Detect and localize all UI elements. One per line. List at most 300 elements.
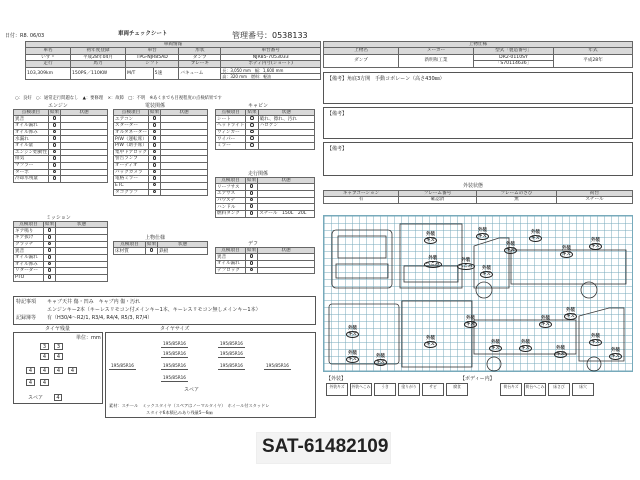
check-state [258, 136, 314, 143]
check-item-label: 床材質 [114, 248, 146, 255]
check-row [114, 116, 208, 123]
check-item-label: ハンドル [216, 204, 246, 211]
check-item-label: オイル量 [14, 143, 49, 150]
tire-size-value: 195/85R16 [266, 363, 289, 368]
check-result [48, 123, 60, 130]
check-state [161, 176, 208, 183]
circle-mark-icon [53, 123, 57, 127]
tire-remaining-value: 4 [54, 353, 63, 360]
check-state [258, 184, 315, 191]
circle-mark-icon [53, 136, 57, 140]
circle-mark-icon [48, 228, 52, 232]
check-state [56, 275, 108, 282]
check-row [216, 136, 315, 143]
sheet-title: 車両チェックシート [118, 31, 168, 37]
check-item-label: クラッチ [14, 241, 44, 248]
tire-size-value: 195/85R16 [163, 341, 186, 346]
check-item-label: オイル漏れ [216, 261, 246, 268]
check-state [161, 123, 208, 130]
damage-tag: 外装 キズ [565, 308, 575, 319]
circle-mark-icon [48, 235, 52, 239]
electrical-title: 電装関係 [145, 103, 166, 109]
circle-mark-icon [153, 163, 157, 167]
check-state [56, 268, 108, 275]
check-row [114, 123, 208, 130]
check-result [148, 129, 160, 136]
circle-mark-icon [153, 190, 157, 194]
circle-mark-icon [153, 176, 157, 180]
check-row [114, 189, 208, 196]
damage-legend-item: 外装キズ [326, 383, 348, 396]
check-item-label: オイル滲み [14, 129, 49, 136]
check-item-label: 警告ランプ [114, 156, 149, 163]
check-state [258, 261, 315, 268]
circle-mark-icon [250, 123, 254, 127]
check-state [61, 169, 108, 176]
check-state [161, 129, 208, 136]
check-row [14, 235, 108, 242]
check-result [48, 116, 60, 123]
check-item-label: エアサス [216, 191, 246, 198]
check-result [246, 211, 258, 218]
check-result [148, 116, 160, 123]
check-row [114, 129, 208, 136]
check-row [114, 136, 208, 143]
extra-spec-table: 点検項目 結果 状態 床材質 鉄板 [113, 241, 208, 255]
check-result [246, 267, 258, 274]
damage-legend-item: サビ [422, 383, 444, 396]
check-item-label: 燃料タンク [216, 211, 246, 218]
circle-mark-icon [250, 136, 254, 140]
damage-legend-item: 外装へこみ [350, 383, 372, 396]
check-row [114, 156, 208, 163]
check-row [216, 191, 315, 198]
circle-mark-icon [250, 143, 254, 147]
electrical-table: 点検項目 結果 状態 エアコン スターター オルタネーター P/W（運転席） P/W（助手席） 集中ドアロック 警告ランプ オーディオ バックカメラ 電格ミラー ETC タコグラフ [113, 109, 208, 196]
check-result [148, 156, 160, 163]
damage-tag: 外装 キズ [477, 228, 487, 239]
running-title: 走行関係 [248, 171, 269, 177]
check-item-label: 集中ドアロック [115, 149, 147, 155]
circle-mark-icon [153, 156, 157, 160]
circle-mark-icon [153, 183, 157, 187]
check-result [146, 248, 158, 255]
tire-size-value: 195/85R16 [111, 363, 134, 368]
damage-tag: 外装 キズ [375, 354, 385, 365]
tire-remaining-value: 3 [54, 343, 63, 350]
circle-mark-icon [53, 163, 57, 167]
check-item-label: ミラー [216, 143, 246, 150]
record-label: 記録簿等 [16, 315, 37, 321]
circle-mark-icon [48, 262, 52, 266]
remark-box-3: 【備考】 [323, 142, 633, 176]
check-item-label: タコグラフ [114, 189, 149, 196]
check-row [14, 136, 108, 143]
check-result [246, 143, 258, 150]
damage-tag: 外装 キズ [465, 316, 475, 327]
check-item-label: リターダー [14, 268, 44, 275]
mission-table: 点検項目 結果 状態 ギア鳴り ギア抜け クラッチ 異音 オイル漏れ オイル滲み リターダー PTO [13, 221, 108, 282]
check-state [258, 129, 314, 136]
damage-legend-item: 荷台へこみ [524, 383, 546, 396]
tire-size-value: 195/85R16 [163, 375, 186, 380]
check-item-label: 電格ミラー [114, 176, 149, 183]
notes-box [13, 296, 316, 325]
check-state [161, 143, 208, 150]
circle-mark-icon [53, 116, 57, 120]
check-result [148, 143, 160, 150]
circle-mark-icon [150, 248, 154, 252]
check-result [148, 176, 160, 183]
check-row [14, 176, 108, 183]
circle-mark-icon [250, 198, 254, 202]
damage-tag: 外装 へこみ [426, 256, 440, 267]
circle-mark-icon [153, 150, 157, 154]
check-state [161, 116, 208, 123]
damage-tag: 外装 キズ [590, 334, 600, 345]
exterior-title: 外装状態 [463, 183, 484, 189]
check-result [246, 204, 258, 211]
notes-line-2: エンジンキー2本（キーレスリモコン付メインキー1本、キーレスリモコン無しメインキー1本） [47, 307, 261, 313]
check-result [44, 241, 56, 248]
check-row [14, 261, 108, 268]
tire-remaining-value: 4 [40, 353, 49, 360]
check-item-label: ETC [114, 182, 149, 189]
damage-tag: 外装 キズ [540, 316, 550, 327]
damage-tag: 外装 キズ [347, 351, 357, 362]
sheet-date: 日付：R8. 06/03 [5, 33, 45, 39]
damage-legend-item: 床さび [548, 383, 570, 396]
tire-remaining-value: 4 [26, 367, 35, 374]
check-item-label: オイル漏れ [14, 123, 49, 130]
check-result [148, 163, 160, 170]
damage-tag: 外装 キズ [610, 348, 620, 359]
check-item-label: 異音 [14, 248, 44, 255]
tire-size-title: タイヤサイズ [160, 326, 190, 332]
check-item-label: ターボ [14, 169, 49, 176]
damage-tag: 外装 キズ [530, 230, 540, 241]
check-result [44, 248, 56, 255]
damage-tag: 外装 キズ [561, 246, 571, 257]
tire-material-line-2: スタイヤ6本積込みあり残量5〜6㎜ [146, 410, 213, 415]
check-result [44, 275, 56, 282]
check-result [48, 149, 60, 156]
check-state [161, 156, 208, 163]
check-state [56, 228, 108, 235]
damage-tag: 外装 キズ [425, 232, 435, 243]
circle-mark-icon [250, 191, 254, 195]
check-row [216, 197, 315, 204]
circle-mark-icon [250, 211, 254, 215]
check-row [14, 163, 108, 170]
check-row [14, 255, 108, 262]
tire-size-value: 195/85R16 [220, 363, 243, 368]
check-state [56, 241, 108, 248]
damage-tag: 外装 へこみ [459, 258, 473, 269]
circle-mark-icon [250, 184, 254, 188]
extra-spec-title: 上物仕様 [145, 235, 166, 241]
circle-mark-icon [153, 143, 157, 147]
damage-legend-item: 床穴 [572, 383, 594, 396]
check-row [114, 176, 208, 183]
circle-mark-icon [153, 130, 157, 134]
tire-remaining-value: 4 [26, 379, 35, 386]
check-item-label: P/W（運転席） [115, 136, 147, 142]
check-result [148, 149, 160, 156]
check-result [148, 189, 160, 196]
check-state [258, 191, 315, 198]
remark-box-2: 【備考】 [323, 107, 633, 139]
check-item-label: 水漏れ [14, 136, 49, 143]
damage-tag: 外装 キズ [520, 340, 530, 351]
circle-mark-icon [250, 261, 254, 265]
damage-tag: 外装 キズ [347, 326, 357, 337]
check-item-label: バックカメラ [114, 169, 149, 176]
tire-unit: 単位：mm [76, 335, 101, 341]
check-result [44, 255, 56, 262]
tire-size-spare-label: スペア [184, 387, 200, 393]
check-row [216, 143, 315, 150]
check-row [14, 241, 108, 248]
check-item-label: シート [216, 116, 246, 123]
check-result [148, 136, 160, 143]
check-item-label: リーフサス [216, 184, 246, 191]
notes-line-1: キャブ天井 傷・凹み キャブ内 傷・汚れ [47, 299, 141, 305]
remark-box-1: 【備考】角底3方開 手動コボレーン（高さ430㎜） [323, 72, 633, 104]
check-state [61, 123, 108, 130]
circle-mark-icon [250, 116, 254, 120]
check-state [161, 189, 208, 196]
check-row [14, 275, 108, 282]
check-state [258, 254, 315, 261]
circle-mark-icon [153, 123, 157, 127]
tire-remaining-value: 4 [54, 367, 63, 374]
tire-remaining-title: タイヤ残量 [45, 326, 70, 332]
check-item-label: オイル漏れ [14, 255, 44, 262]
check-state [258, 197, 315, 204]
check-state [161, 169, 208, 176]
check-result [246, 254, 258, 261]
circle-mark-icon [153, 116, 157, 120]
notes-line-3: 有（H30/4〜R2/1, R3/4, R4/4, R5/3, R7/4） [47, 315, 153, 321]
check-row [114, 182, 208, 189]
check-item-label: 異音 [14, 116, 49, 123]
engine-table: 点検項目 結果 状態 異音 オイル漏れ オイル滲み 水漏れ オイル量 エンジン始動性 排気 マフラー ターボ 冷却水残量 [13, 109, 108, 183]
notes-label: 特記事項 [16, 299, 37, 305]
check-result [246, 184, 258, 191]
circle-mark-icon [250, 130, 254, 134]
check-row [14, 129, 108, 136]
circle-mark-icon [48, 255, 52, 259]
check-row [216, 254, 315, 261]
damage-legend-item: 荷台キズ [500, 383, 522, 396]
check-item-label: ワイパー [216, 136, 246, 143]
check-row [14, 169, 108, 176]
check-item-label: マフラー [14, 163, 49, 170]
damage-legend-item: うき [374, 383, 396, 396]
vehicle-info-table: 車両情報 車名 初年度登録 車台 形状 車台番号 いすゞ 平成28年04月 TPG-NJR85AD ダンプ NJR85-7053033 走行 馬力 シフト ブレーキ ボディ内寸(ショート) 103,309km 150PS／110KW M/T 5速 バキューム 長：3,050 mm 幅：1,600 mm 高：320 mm 燃料：軽油 [25, 41, 321, 80]
check-row [14, 268, 108, 275]
circle-mark-icon [250, 204, 254, 208]
check-row [216, 211, 315, 218]
engine-title: エンジン [48, 103, 68, 109]
check-row [114, 163, 208, 170]
check-state [56, 248, 108, 255]
circle-mark-icon [48, 248, 52, 252]
tire-size-value: 195/85R16 [163, 351, 186, 356]
damage-tag: 外装 キズ [425, 336, 435, 347]
check-state: スチール 150L 20L [258, 211, 315, 218]
check-item-label: ギア鳴り [14, 228, 44, 235]
spare-value: 4 [54, 394, 62, 401]
tire-remaining-value: 4 [40, 379, 49, 386]
check-result [148, 169, 160, 176]
check-row [216, 129, 315, 136]
control-number: 管理番号：0538133 [232, 31, 308, 40]
circle-mark-icon [53, 150, 57, 154]
check-row [114, 143, 208, 150]
check-row [216, 267, 315, 274]
damage-legend-row [326, 383, 616, 397]
check-result [48, 176, 60, 183]
check-result [48, 129, 60, 136]
spare-label: スペア [28, 395, 44, 401]
damage-tag: 外装 キズ [590, 238, 600, 249]
check-row [14, 123, 108, 130]
circle-mark-icon [53, 176, 57, 180]
mission-title: ミッション [46, 215, 71, 221]
check-row [216, 261, 315, 268]
damage-tag: 外装 キズ [481, 266, 491, 277]
check-state [56, 255, 108, 262]
check-state [61, 149, 108, 156]
check-state [56, 261, 108, 268]
check-row [216, 116, 315, 123]
check-state: ハロゲン [258, 123, 314, 130]
damage-tag: 外装 キズ [555, 346, 565, 357]
cabin-table: 点検項目 結果 状態 シート 破れ、擦れ、汚れ ヘッドライト ハロゲン ウィンカー ワイパー ミラー [215, 109, 315, 150]
cabin-title: キャビン [248, 103, 269, 109]
stock-number: SAT-61482109 [262, 436, 389, 457]
circle-mark-icon [153, 136, 157, 140]
check-state [61, 116, 108, 123]
tire-size-value: 195/85R16 [220, 351, 243, 356]
check-item-label: P/W（助手席） [115, 143, 147, 149]
tire-size-value: 195/85R16 [163, 363, 186, 368]
circle-mark-icon [48, 268, 52, 272]
result-legend: ○：良好 ○：通常走行問題なし ▲：要修理 ×：故障 □：不明 ※あくまでも目視程度の点検結果です [15, 96, 222, 101]
check-state [61, 129, 108, 136]
check-state [161, 163, 208, 170]
check-row [14, 156, 108, 163]
circle-mark-icon [53, 130, 57, 134]
check-state: 破れ、擦れ、汚れ [258, 116, 314, 123]
circle-mark-icon [48, 275, 52, 279]
damage-tag: 外装 キズ [490, 340, 500, 351]
check-row [14, 248, 108, 255]
check-result [246, 261, 258, 268]
tire-diagram-box [13, 332, 103, 404]
circle-mark-icon [53, 143, 57, 147]
check-state [56, 235, 108, 242]
check-row [114, 248, 208, 255]
circle-mark-icon [250, 268, 254, 272]
check-result [44, 235, 56, 242]
check-row [216, 123, 315, 130]
tire-remaining-value: 3 [40, 343, 49, 350]
check-item-label: オーディオ [114, 163, 149, 170]
check-item-label: パワステ [216, 197, 246, 204]
check-result [246, 123, 258, 130]
check-state [161, 136, 208, 143]
check-row [114, 149, 208, 156]
check-state [61, 176, 108, 183]
check-state [61, 136, 108, 143]
damage-legend-item: 塗りがり [398, 383, 420, 396]
check-item-label: 冷却水残量 [14, 176, 49, 183]
check-row [14, 116, 108, 123]
check-result [48, 136, 60, 143]
check-item-label: エンジン始動性 [15, 149, 47, 155]
check-item-label: オルタネーター [115, 129, 147, 135]
check-state [161, 182, 208, 189]
check-item-label: デフロック [216, 267, 246, 274]
check-state [258, 143, 314, 150]
diff-table: 点検項目 結果 状態 異音 オイル漏れ デフロック [215, 247, 315, 274]
check-item-label: 排気 [14, 156, 49, 163]
circle-mark-icon [250, 254, 254, 258]
check-result [48, 169, 60, 176]
check-item-label: ギア抜け [14, 235, 44, 242]
exterior-table: キャブコーション フレーム番号 フレームのさび 荷台 有 確認済 無 スチール [323, 190, 633, 204]
check-state [258, 204, 315, 211]
check-row [216, 204, 315, 211]
tire-remaining-value: 4 [40, 367, 49, 374]
check-result [246, 191, 258, 198]
check-result [148, 182, 160, 189]
circle-mark-icon [53, 156, 57, 160]
damage-legend-item: 腐食 [446, 383, 468, 396]
check-item-label: ヘッドライト [217, 123, 245, 129]
check-result [246, 116, 258, 123]
circle-mark-icon [153, 170, 157, 174]
exterior-legend-title: 【外装】 [326, 376, 347, 382]
check-state [61, 156, 108, 163]
check-item-label: 異音 [216, 254, 246, 261]
check-result [246, 197, 258, 204]
check-row [114, 169, 208, 176]
check-state: 鉄板 [158, 248, 208, 255]
running-table: 点検項目 結果 状態 リーフサス エアサス パワステ ハンドル 燃料タンク スチール 150L 20L [215, 177, 315, 218]
tire-size-box [105, 332, 316, 418]
body-spec-title: 上物仕様 [324, 42, 633, 48]
check-result [44, 268, 56, 275]
circle-mark-icon [53, 170, 57, 174]
tire-material-line-1: 素材：スチール ミックスタイヤ（スペアはノーマルタイヤ） ホイール付スタッドレ [109, 403, 270, 408]
check-item-label: スターター [114, 123, 149, 130]
body-spec-table: 上物仕様 上物名 メーカー 型式「製造番号」 年式 ダンプ 新明和工業 DR2-0110SY 平成28年 「S70114636」 [323, 41, 633, 68]
damage-diagram [323, 215, 633, 372]
check-result [48, 156, 60, 163]
check-item-label: オイル滲み [14, 261, 44, 268]
tire-size-value: 195/85R16 [220, 341, 243, 346]
check-item-label: エアコン [114, 116, 149, 123]
check-row [14, 143, 108, 150]
check-result [44, 228, 56, 235]
body-legend-title: 【ボディー内】 [460, 376, 495, 382]
check-state [161, 149, 208, 156]
damage-tag: 外装 キズ [505, 242, 515, 253]
